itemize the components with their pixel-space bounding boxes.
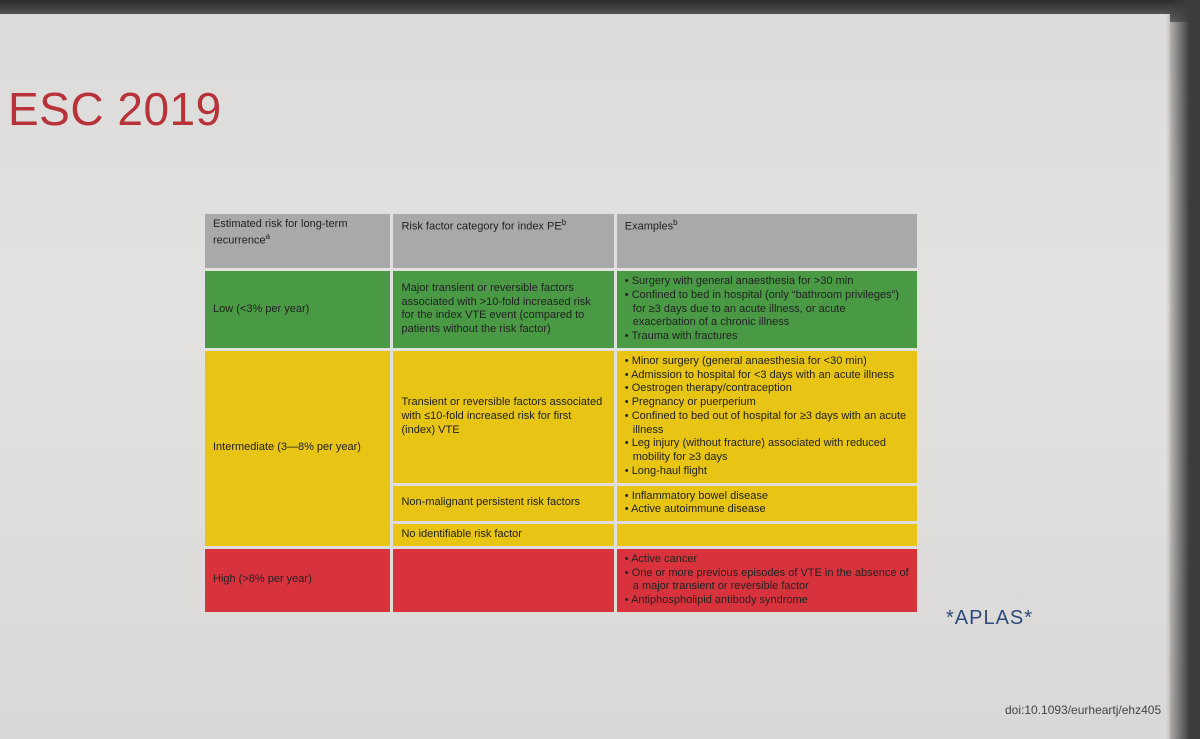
examples-low — [614, 271, 917, 348]
list-item: • Active cancer — [625, 553, 909, 567]
doi-reference: doi:10.1093/eurheartj/ehz405 — [1005, 703, 1162, 717]
risk-high: High (>8% per year) — [205, 549, 390, 612]
list-item: • Trauma with fractures — [625, 330, 909, 344]
list-item: • Surgery with general anaesthesia for >30 min — [625, 275, 909, 289]
category-intermediate-2: Non-malignant persistent risk factors — [390, 486, 613, 522]
examples-intermediate-2 — [614, 486, 917, 522]
table-header-row — [205, 214, 917, 268]
examples-high — [614, 549, 917, 612]
list-item: • Long-haul flight — [625, 465, 909, 479]
risk-low: Low (<3% per year) — [205, 271, 390, 348]
list-item: • Oestrogen therapy/contraception — [625, 382, 909, 396]
category-intermediate-1: Transient or reversible factors associated with ≤10-fold increased risk for first (index) VTE — [390, 351, 613, 483]
header-category: Risk factor category for index $PE^b$ — [390, 214, 613, 268]
list-item: • Leg injury (without fracture) associated with reduced mobility for ≥3 days — [625, 437, 909, 465]
risk-intermediate: Intermediate (3—8% per year) — [205, 351, 390, 546]
row-low — [205, 271, 917, 348]
list-item: • One or more previous episodes of VTE in the absence of a major transient or reversible factor — [625, 567, 909, 595]
row-high — [205, 549, 917, 612]
header-examples: Examples$^b$ — [614, 214, 917, 268]
list-item: • Minor surgery (general anaesthesia for <30 min) — [625, 355, 909, 369]
aplas-note: *APLAS* — [946, 607, 1034, 629]
screen-edge — [1166, 0, 1200, 739]
list-item: • Antiphospholipid antibody syndrome — [625, 594, 909, 608]
category-intermediate-3: No identifiable risk factor — [390, 524, 613, 546]
list-item: • Admission to hospital for <3 days with an acute illness — [625, 369, 909, 383]
risk-table — [205, 211, 917, 615]
list-item: • Confined to bed out of hospital for ≥3 days with an acute illness — [625, 410, 909, 438]
examples-intermediate-3 — [614, 524, 917, 546]
header-risk: Estimated risk for long-term recurrence$^a$ — [205, 214, 390, 268]
list-item: • Inflammatory bowel disease — [625, 490, 909, 504]
row-intermediate-1 — [205, 351, 917, 483]
list-item: • Active autoimmune disease — [625, 503, 909, 517]
list-item: • Confined to bed in hospital (only “bathroom privileges”) for ≥3 days due to an acute illness, or acute exacerbation of a chronic illness — [625, 289, 909, 330]
category-low: Major transient or reversible factors associated with >10-fold increased risk for the index VTE event (compared to patients without the risk factor) — [390, 271, 613, 348]
list-item: • Pregnancy or puerperium — [625, 396, 909, 410]
category-high — [390, 549, 613, 612]
slide-title: ESC 2019 — [8, 83, 222, 135]
examples-intermediate-1 — [614, 351, 917, 483]
